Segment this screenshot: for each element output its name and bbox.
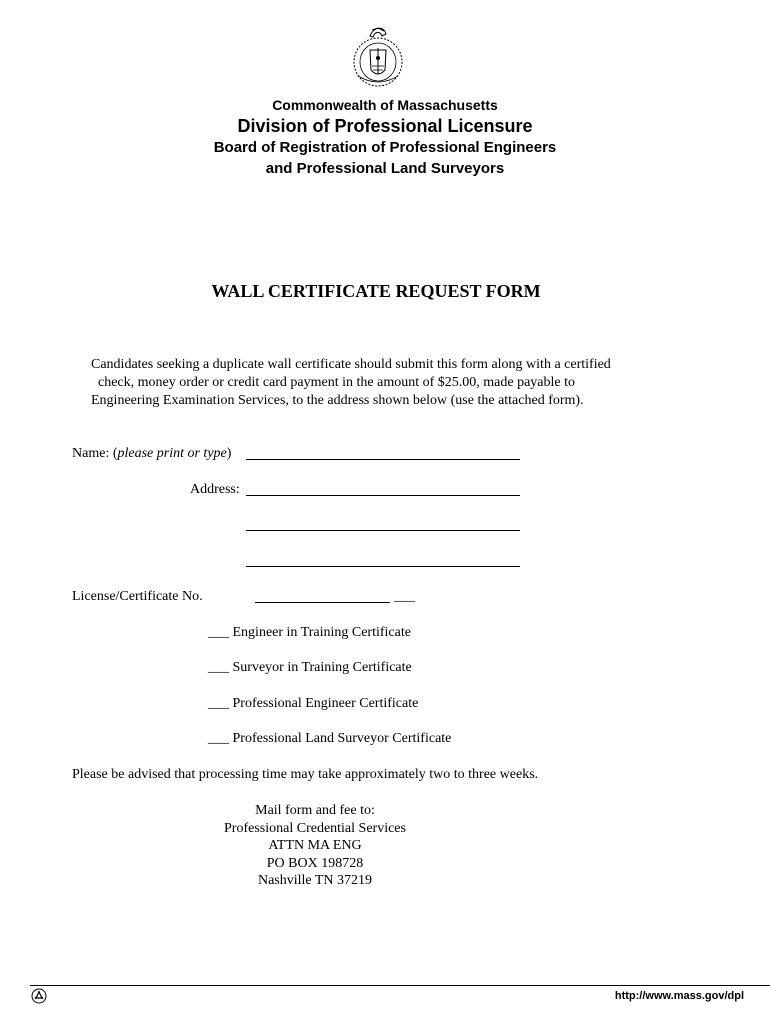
massachusetts-seal-icon xyxy=(348,24,408,88)
intro-line-1: Candidates seeking a duplicate wall certificate should submit this form along with a certified xyxy=(91,357,611,372)
license-label: License/Certificate No. xyxy=(72,589,203,604)
address-label: Address: xyxy=(190,482,240,497)
footer-url-link[interactable]: http://www.mass.gov/dpl xyxy=(614,990,744,1002)
footer-divider xyxy=(30,985,770,986)
header-division: Division of Professional Licensure xyxy=(237,116,533,136)
mail-line-2: Professional Credential Services xyxy=(224,820,406,836)
name-field-line[interactable] xyxy=(246,459,520,460)
processing-notice: Please be advised that processing time may take approximately two to three weeks. xyxy=(72,767,539,782)
address-field-line-3[interactable] xyxy=(246,566,520,567)
recycle-icon xyxy=(31,988,47,1004)
address-field-line-1[interactable] xyxy=(246,495,520,496)
intro-line-3: Engineering Examination Services, to the address shown below (use the attached form). xyxy=(91,393,584,408)
mailing-address xyxy=(200,802,430,890)
mail-line-4: PO BOX 198728 xyxy=(266,855,364,871)
header-board-cont: and Professional Land Surveyors xyxy=(265,160,505,177)
mail-line-1: Mail form and fee to: xyxy=(255,803,375,818)
option-engineer-in-training[interactable]: ___ Engineer in Training Certificate xyxy=(208,625,411,640)
address-field-line-2[interactable] xyxy=(246,530,520,531)
license-suffix-blank[interactable]: ___ xyxy=(394,589,415,604)
option-surveyor-in-training[interactable]: ___ Surveyor in Training Certificate xyxy=(208,660,412,675)
name-label: Name: (please print or type) xyxy=(72,446,232,461)
intro-line-2: check, money order or credit card payment in the amount of $25.00, made payable to xyxy=(98,375,575,390)
mail-line-5: Nashville TN 37219 xyxy=(257,873,373,888)
option-professional-engineer[interactable]: ___ Professional Engineer Certificate xyxy=(208,696,419,711)
license-number-field-line[interactable] xyxy=(255,602,390,603)
option-professional-land-surveyor[interactable]: ___ Professional Land Surveyor Certificate xyxy=(208,731,452,746)
header-board: Board of Registration of Professional Engineers xyxy=(213,139,557,156)
mail-line-3: ATTN MA ENG xyxy=(268,838,362,853)
header-commonwealth: Commonwealth of Massachusetts xyxy=(272,97,498,113)
form-title: WALL CERTIFICATE REQUEST FORM xyxy=(211,281,541,301)
